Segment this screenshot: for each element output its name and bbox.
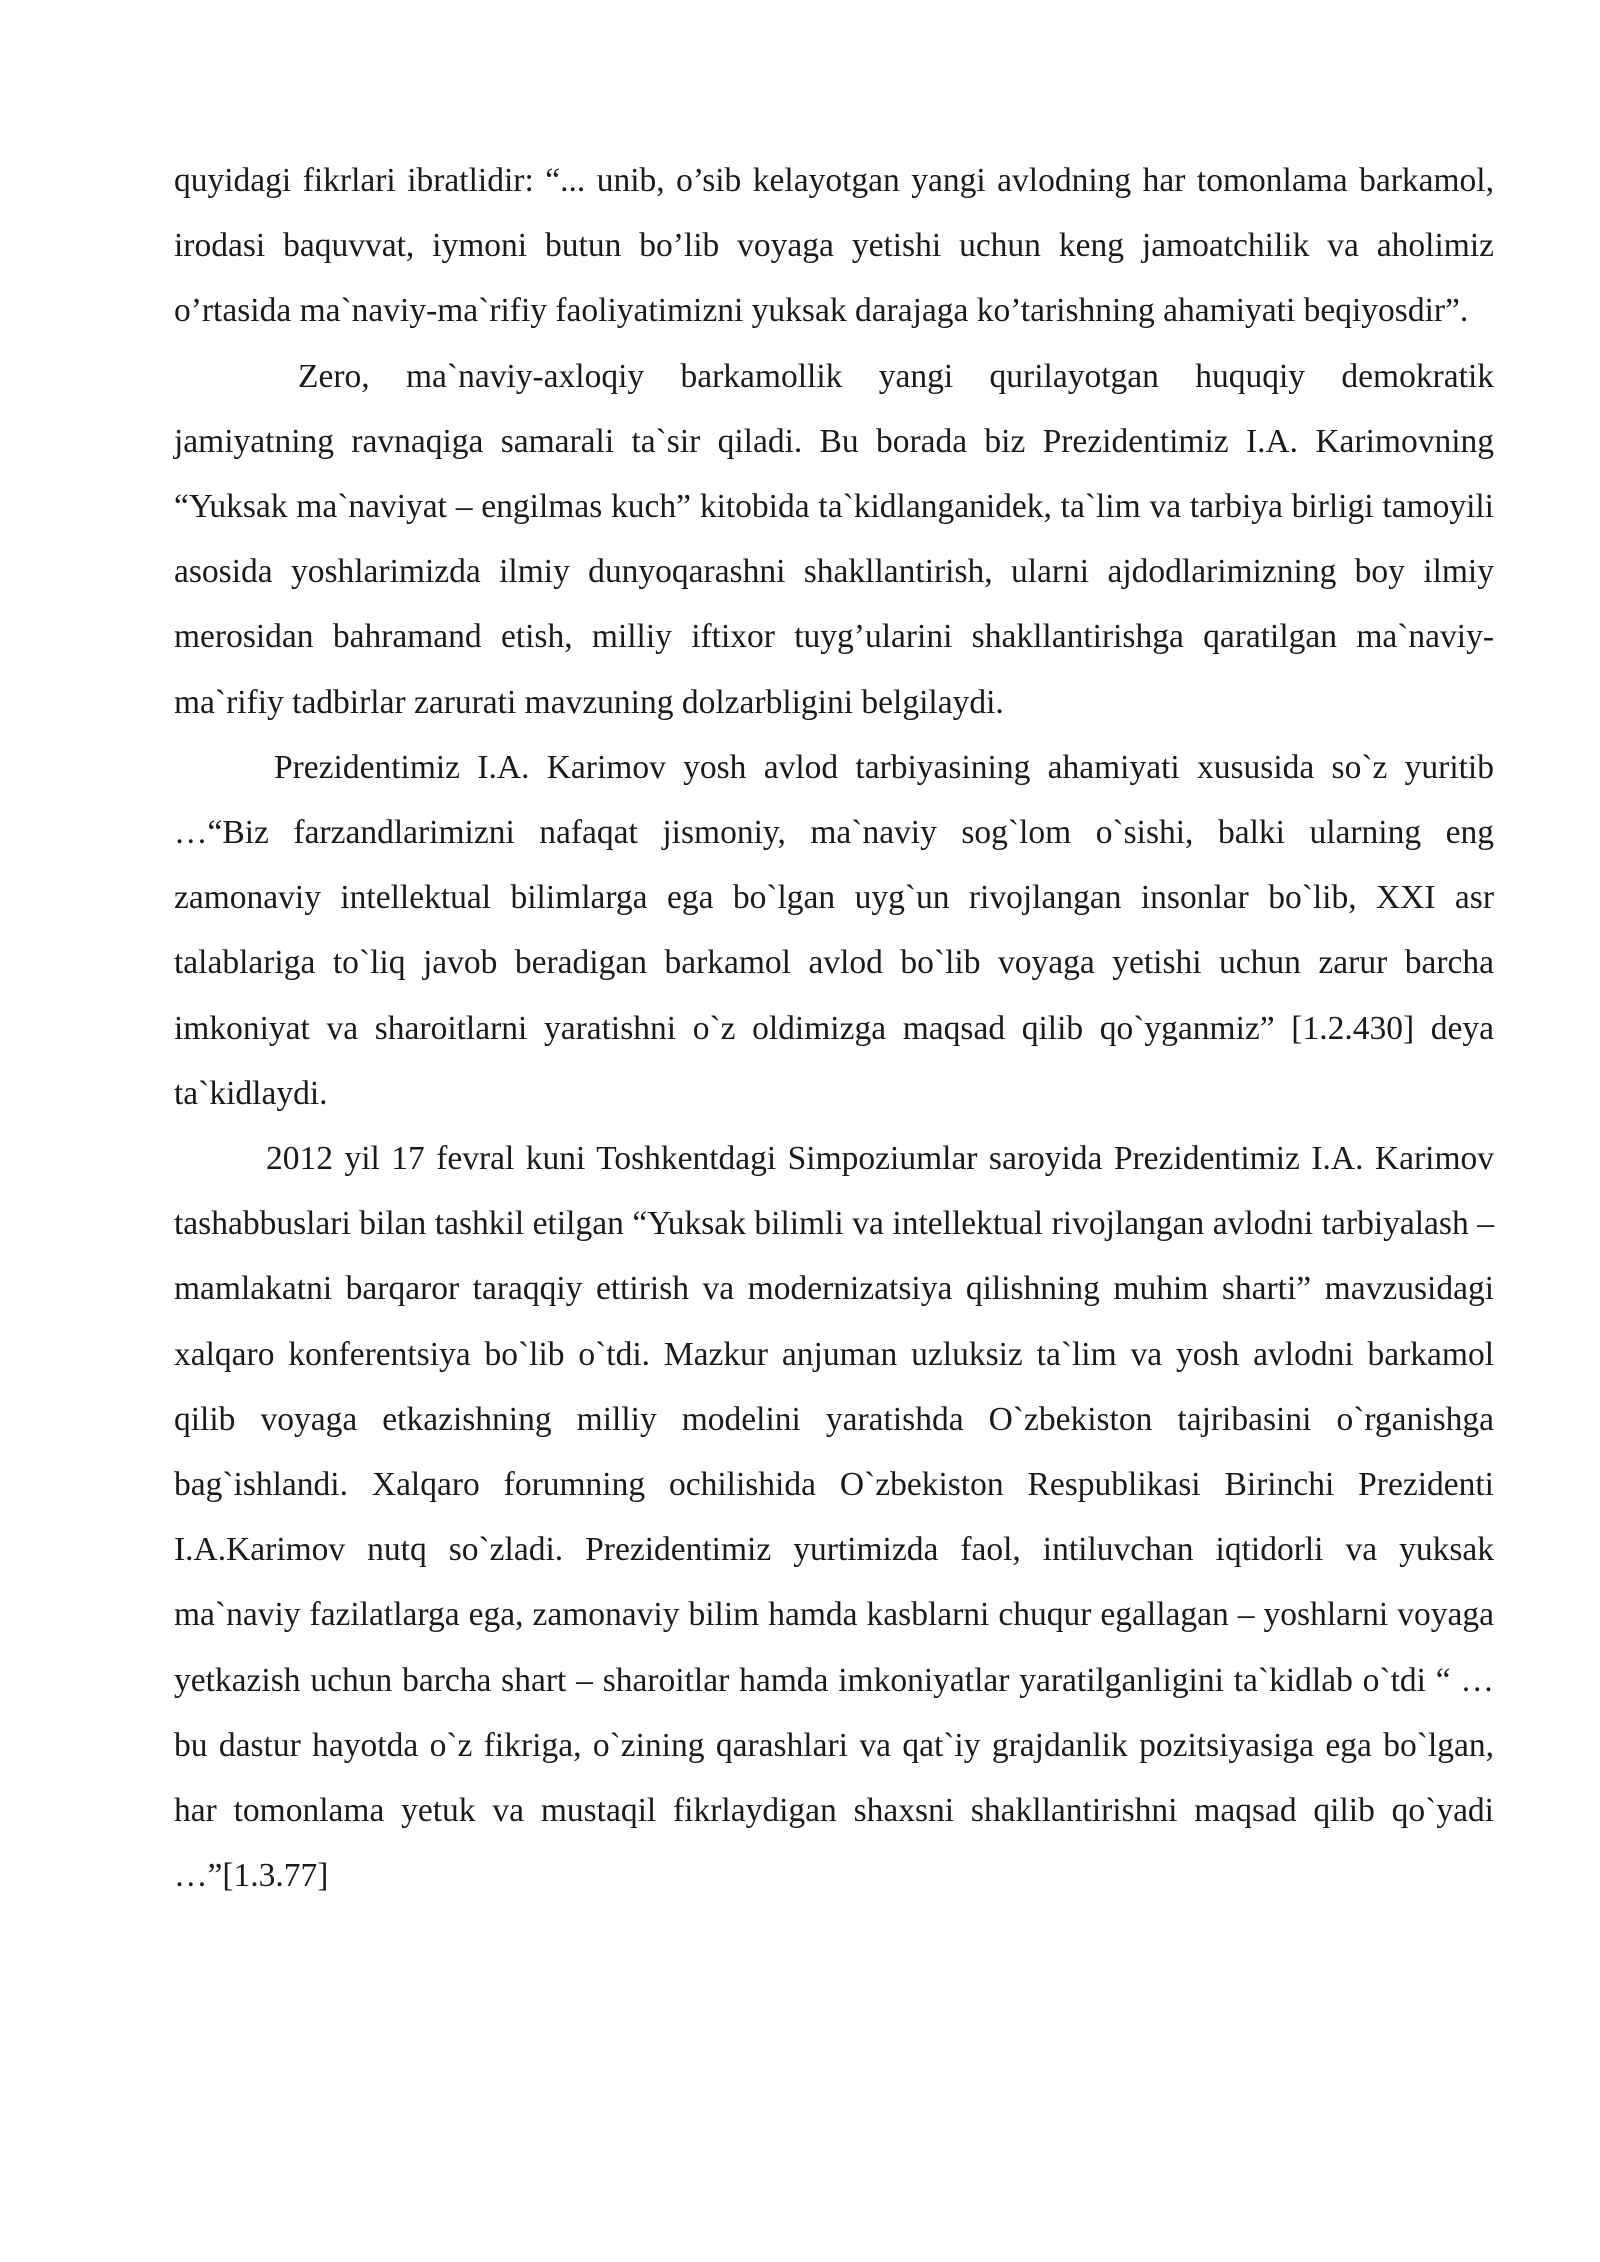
paragraph-conference-2012: 2012 yil 17 fevral kuni Toshkentdagi Simpoziumlar saroyida Prezidentimiz I.A. Karimov tashabbuslari bilan tashkil etilgan “Yuksak bilimli va intellektual rivojlangan avlodni tarbiyalash – mamlakatni barqaror taraqqiy ettirish va modernizatsiya qilishning muhim sharti” mavzusidagi xalqaro konferentsiya bo`lib o`tdi. Mazkur anjuman uzluksiz ta`lim va yosh avlodni barkamol qilib voyaga etkazishning milliy modelini yaratishda O`zbekiston tajribasini o`rganishga bag`ishlandi. Xalqaro forumning ochilishida O`zbekiston Respublikasi Birinchi Prezidenti I.A.Karimov nutq so`zladi. Prezidentimiz yurtimizda faol, intiluvchan iqtidorli va yuksak ma`naviy fazilatlarga ega, zamonaviy bilim hamda kasblarni chuqur egallagan – yoshlarni voyaga yetkazish uchun barcha shart – sharoitlar hamda imkoniyatlar yaratilganligini ta`kidlab o`tdi “ … bu dastur hayotda o`z fikriga, o`zining qarashlari va qat`iy grajdanlik pozitsiyasiga ega bo`lgan, har tomonlama yetuk va mustaqil fikrlaydigan shaxsni shakllantirishni maqsad qilib qo`yadi …”[1.3.77] <box>174 1140 1494 1895</box>
document-body <box>174 148 1494 1908</box>
paragraph-quote-continuation: quyidagi fikrlari ibratlidir: “... unib, o’sib kelayotgan yangi avlodning har tomonlama barkamol, irodasi baquvvat, iymoni butun bo’lib voyaga yetishi uchun keng jamoatchilik va aholimiz o’rtasida ma`naviy-ma`rifiy faoliyatimizni yuksak darajaga ko’tarishning ahamiyati beqiyosdir”. <box>174 162 1494 330</box>
paragraph-zero: Zero, ma`naviy-axloqiy barkamollik yangi qurilayotgan huquqiy demokratik jamiyatning ravnaqiga samarali ta`sir qiladi. Bu borada biz Prezidentimiz I.A. Karimovning “Yuksak ma`naviyat – engilmas kuch” kitobida ta`kidlanganidek, ta`lim va tarbiya birligi tamoyili asosida yoshlarimizda ilmiy dunyoqarashni shakllantirish, ularni ajdodlarimizning boy ilmiy merosidan bahramand etish, milliy iftixor tuyg’ularini shakllantirishga qaratilgan ma`naviy-ma`rifiy tadbirlar zarurati mavzuning dolzarbligini belgilaydi. <box>174 357 1494 721</box>
paragraph-president-quote: Prezidentimiz I.A. Karimov yosh avlod tarbiyasining ahamiyati xususida so`z yuritib …“Biz farzandlarimizni nafaqat jismoniy, ma`naviy sog`lom o`sishi, balki ularning eng zamonaviy intellektual bilimlarga ega bo`lgan uyg`un rivojlangan insonlar bo`lib, XXI asr talablariga to`liq javob beradigan barkamol avlod bo`lib voyaga yetishi uchun zarur barcha imkoniyat va sharoitlarni yaratishni o`z oldimizga maqsad qilib qo`yganmiz” [1.2.430] deya ta`kidlaydi. <box>174 748 1494 1112</box>
